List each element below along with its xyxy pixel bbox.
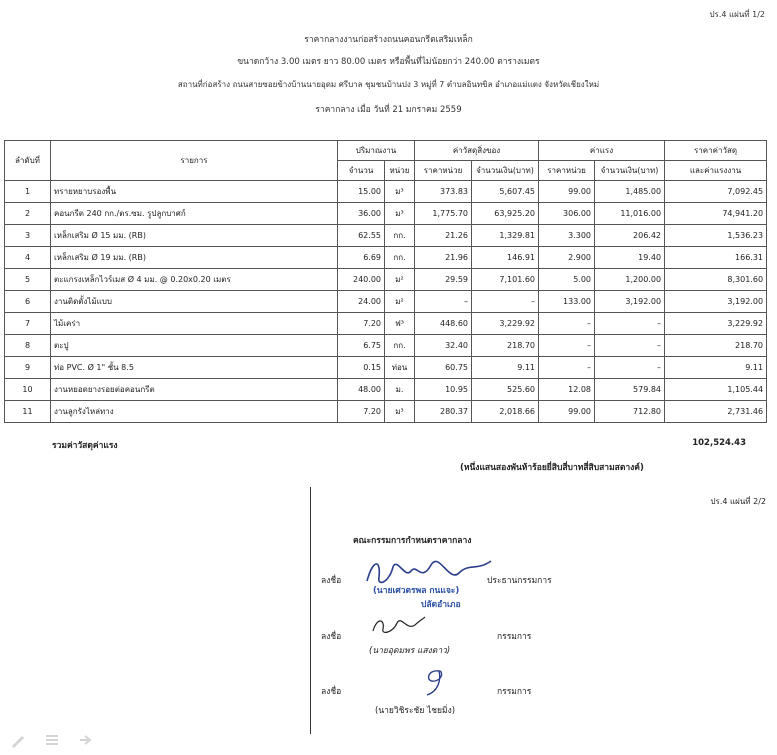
- table-row: [5, 291, 767, 313]
- cell-total: 3,192.00: [665, 291, 767, 313]
- cell-total: 3,229.92: [665, 313, 767, 335]
- cell-unit: กก.: [385, 247, 415, 269]
- signer-stamp-1: ปลัดอำเภอ: [421, 600, 461, 610]
- col-header-mat-total: จำนวนเงิน(บาท): [472, 161, 539, 181]
- table-row: [5, 225, 767, 247]
- cell-unit: ม.: [385, 379, 415, 401]
- cell-item: ตะปู: [51, 335, 338, 357]
- cell-item: ทรายหยาบรองพื้น: [51, 181, 338, 203]
- document-heading: ราคากลางงานก่อสร้างถนนคอนกรีตเสริมเหล็ก: [304, 35, 473, 45]
- cell-mat-total: 7,101.60: [472, 269, 539, 291]
- location-line: สถานที่ก่อสร้าง ถนนสายซอยข้างบ้านนายอุดม ศรีบาล ชุมชนบ้านปง 3 หมู่ที่ 7 ตำบลอินทขิล อำเภอแม่แตง จังหวัดเชียงใหม่: [177, 80, 600, 89]
- cell-qty: 24.00: [338, 291, 385, 313]
- table-row: [5, 379, 767, 401]
- cell-unit: ม³: [385, 181, 415, 203]
- next-arrow-icon[interactable]: [78, 732, 94, 748]
- cell-item: ไม้เคร่า: [51, 313, 338, 335]
- cell-mat-total: 525.60: [472, 379, 539, 401]
- size-line: ขนาดกว้าง 3.00 เมตร ยาว 80.00 เมตร หรือพื้นที่ไม่น้อยกว่า 240.00 ตารางเมตร: [237, 57, 540, 67]
- table-row: [5, 203, 767, 225]
- cell-unit: กก.: [385, 335, 415, 357]
- cell-qty: 0.15: [338, 357, 385, 379]
- cell-unit: ม²: [385, 269, 415, 291]
- cell-total: 9.11: [665, 357, 767, 379]
- cell-mat-total: 9.11: [472, 357, 539, 379]
- signer-role-1: ประธานกรรมการ: [487, 576, 552, 586]
- cell-item: ตะแกรงเหล็กไวร์เมส Ø 4 มม. @ 0.20x0.20 เมตร: [51, 269, 338, 291]
- cell-lab-price: –: [539, 335, 595, 357]
- cell-no: 8: [5, 335, 51, 357]
- sign-label-1: ลงชื่อ: [321, 576, 342, 586]
- cell-unit: กก.: [385, 225, 415, 247]
- date-line: ราคากลาง เมื่อ วันที่ 21 มกราคม 2559: [315, 105, 462, 115]
- cell-lab-total: –: [595, 357, 665, 379]
- col-header-material: ค่าวัสดุสิ่งของ: [415, 141, 539, 161]
- signature-3: [419, 665, 449, 697]
- signer-name-1: (นายเศวตรพล กนแจะ): [373, 586, 460, 596]
- table-row: [5, 401, 767, 423]
- col-header-labor: ค่าแรง: [539, 141, 665, 161]
- cost-table: [4, 140, 767, 423]
- cell-lab-total: 3,192.00: [595, 291, 665, 313]
- cell-lab-price: 99.00: [539, 401, 595, 423]
- cell-mat-total: 3,229.92: [472, 313, 539, 335]
- cell-mat-price: 21.96: [415, 247, 472, 269]
- table-row: [5, 269, 767, 291]
- cell-unit: ม²: [385, 291, 415, 313]
- cell-mat-total: 5,607.45: [472, 181, 539, 203]
- col-header-lab-unit-price: ราคาหน่วย: [539, 161, 595, 181]
- col-header-quantity: ปริมาณงาน: [338, 141, 415, 161]
- total-label: รวมค่าวัสดุค่าแรง: [52, 441, 118, 451]
- cell-qty: 62.55: [338, 225, 385, 247]
- cell-mat-total: 146.91: [472, 247, 539, 269]
- cell-mat-price: 1,775.70: [415, 203, 472, 225]
- cell-mat-total: 2,018.66: [472, 401, 539, 423]
- table-row: [5, 313, 767, 335]
- cell-qty: 240.00: [338, 269, 385, 291]
- total-in-words: (หนึ่งแสนสองพันห้าร้อยยี่สิบสี่บาทสี่สิบสามสตางค์): [460, 463, 644, 473]
- cell-mat-price: 32.40: [415, 335, 472, 357]
- cell-mat-price: 10.95: [415, 379, 472, 401]
- cell-mat-price: 280.37: [415, 401, 472, 423]
- viewer-toolbar: [8, 730, 98, 750]
- cell-item: ท่อ PVC. Ø 1" ชั้น 8.5: [51, 357, 338, 379]
- cell-no: 11: [5, 401, 51, 423]
- cell-lab-total: –: [595, 313, 665, 335]
- cell-mat-price: 21.26: [415, 225, 472, 247]
- cell-no: 10: [5, 379, 51, 401]
- cell-no: 7: [5, 313, 51, 335]
- cell-lab-price: 12.08: [539, 379, 595, 401]
- cell-lab-price: 133.00: [539, 291, 595, 313]
- signer-role-2: กรรมการ: [497, 632, 532, 642]
- cell-item: คอนกรีต 240 กก./ตร.ซม. รูปลูกบาศก์: [51, 203, 338, 225]
- table-header-row: [5, 141, 767, 161]
- cell-lab-total: 19.40: [595, 247, 665, 269]
- cell-no: 5: [5, 269, 51, 291]
- cell-mat-total: 63,925.20: [472, 203, 539, 225]
- cell-qty: 36.00: [338, 203, 385, 225]
- cell-no: 6: [5, 291, 51, 313]
- cell-total: 8,301.60: [665, 269, 767, 291]
- cell-lab-price: 2.900: [539, 247, 595, 269]
- cell-mat-total: 218.70: [472, 335, 539, 357]
- cell-lab-total: 712.80: [595, 401, 665, 423]
- col-header-qty-amount: จำนวน: [338, 161, 385, 181]
- document-page-2: [310, 487, 777, 734]
- cell-lab-total: 11,016.00: [595, 203, 665, 225]
- cell-total: 218.70: [665, 335, 767, 357]
- cell-lab-price: 99.00: [539, 181, 595, 203]
- total-value: 102,524.43: [692, 438, 746, 448]
- col-header-qty-unit: หน่วย: [385, 161, 415, 181]
- cell-item: งานติดตั้งไม้แบบ: [51, 291, 338, 313]
- cell-total: 74,941.20: [665, 203, 767, 225]
- cell-total: 1,105.44: [665, 379, 767, 401]
- signature-2: [367, 615, 427, 637]
- cell-mat-total: 1,329.81: [472, 225, 539, 247]
- cell-no: 2: [5, 203, 51, 225]
- cell-no: 3: [5, 225, 51, 247]
- cell-total: 2,731.46: [665, 401, 767, 423]
- cell-item: เหล็กเสริม Ø 19 มม. (RB): [51, 247, 338, 269]
- committee-title: คณะกรรมการกำหนดราคากลาง: [353, 536, 472, 546]
- cell-qty: 15.00: [338, 181, 385, 203]
- col-header-lab-total: จำนวนเงิน(บาท): [595, 161, 665, 181]
- cell-item: งานหยอดยางรอยต่อคอนกรีต: [51, 379, 338, 401]
- cell-no: 9: [5, 357, 51, 379]
- cell-item: เหล็กเสริม Ø 15 มม. (RB): [51, 225, 338, 247]
- cell-qty: 48.00: [338, 379, 385, 401]
- cell-item: งานลูกรังไหล่ทาง: [51, 401, 338, 423]
- sign-label-3: ลงชื่อ: [321, 687, 342, 697]
- cell-mat-price: –: [415, 291, 472, 313]
- cell-lab-total: 579.84: [595, 379, 665, 401]
- cell-lab-price: 5.00: [539, 269, 595, 291]
- col-header-grand2: และค่าแรงงาน: [665, 161, 767, 181]
- cell-mat-price: 60.75: [415, 357, 472, 379]
- cell-lab-price: –: [539, 357, 595, 379]
- cell-qty: 6.75: [338, 335, 385, 357]
- signer-name-3: (นายวิชิระชัย ไชยมิ่ง): [375, 706, 456, 716]
- table-row: [5, 181, 767, 203]
- cell-total: 1,536.23: [665, 225, 767, 247]
- cell-mat-total: –: [472, 291, 539, 313]
- cell-qty: 7.20: [338, 401, 385, 423]
- col-header-no: ลำดับที่: [5, 141, 51, 181]
- cell-unit: ม³: [385, 203, 415, 225]
- signer-role-3: กรรมการ: [497, 687, 532, 697]
- page-number-2: ปร.4 แผ่นที่ 2/2: [710, 497, 766, 506]
- cell-qty: 7.20: [338, 313, 385, 335]
- page-number: ปร.4 แผ่นที่ 1/2: [709, 10, 765, 19]
- table-row: [5, 357, 767, 379]
- notes-icon[interactable]: [44, 732, 60, 748]
- cell-unit: ท่อน: [385, 357, 415, 379]
- cell-mat-price: 448.60: [415, 313, 472, 335]
- col-header-mat-unit-price: ราคาหน่วย: [415, 161, 472, 181]
- cell-total: 7,092.45: [665, 181, 767, 203]
- sign-label-2: ลงชื่อ: [321, 632, 342, 642]
- col-header-item: รายการ: [51, 141, 338, 181]
- cell-unit: ฟ³: [385, 313, 415, 335]
- table-row: [5, 335, 767, 357]
- cell-lab-price: –: [539, 313, 595, 335]
- table-row: [5, 247, 767, 269]
- cell-no: 1: [5, 181, 51, 203]
- cell-lab-price: 306.00: [539, 203, 595, 225]
- cell-lab-total: 1,485.00: [595, 181, 665, 203]
- col-header-grand: ราคาค่าวัสดุ: [665, 141, 767, 161]
- cell-mat-price: 29.59: [415, 269, 472, 291]
- cell-lab-total: –: [595, 335, 665, 357]
- cell-lab-total: 1,200.00: [595, 269, 665, 291]
- cell-unit: ม³: [385, 401, 415, 423]
- cell-qty: 6.69: [338, 247, 385, 269]
- cell-lab-total: 206.42: [595, 225, 665, 247]
- cell-lab-price: 3.300: [539, 225, 595, 247]
- cell-total: 166.31: [665, 247, 767, 269]
- cell-mat-price: 373.83: [415, 181, 472, 203]
- signer-name-2: (นายอุดมพร แสงดาว): [369, 646, 451, 656]
- pen-icon[interactable]: [10, 732, 26, 748]
- cell-no: 4: [5, 247, 51, 269]
